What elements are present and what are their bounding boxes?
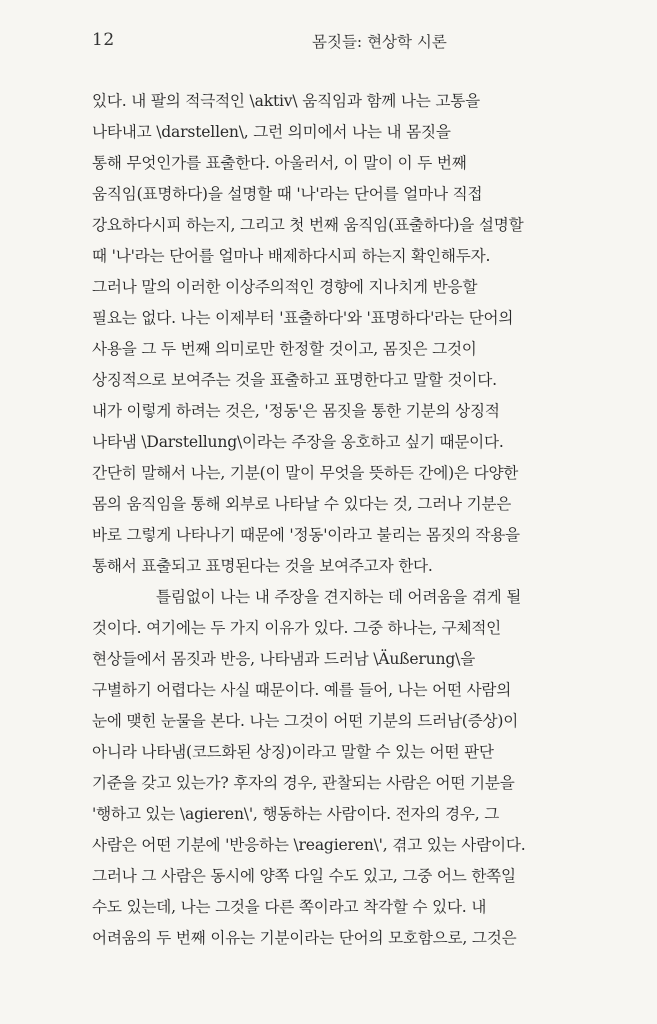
text-line: 필요는 없다. 나는 이제부터 '표출하다'와 '표명하다'라는 단어의 — [92, 309, 514, 327]
text-line: 내가 이렇게 하려는 것은, '정동'은 몸짓을 통한 기분의 상징적 — [92, 402, 500, 420]
text-line: 것이다. 여기에는 두 가지 이유가 있다. 그중 하나는, 구체적인 — [92, 619, 502, 637]
text-line: 움직임(표명하다)을 설명할 때 '나'라는 단어를 얼마나 직접 — [92, 185, 483, 203]
text-line: 그러나 말의 이러한 이상주의적인 경향에 지나치게 반응할 — [92, 278, 478, 296]
text-line: 눈에 맺힌 눈물을 본다. 나는 그것이 어떤 기분의 드러남(증상)이 — [92, 712, 519, 730]
text-line: 구별하기 어렵다는 사실 때문이다. 예를 들어, 나는 어떤 사람의 — [92, 681, 512, 699]
text-line: 때 '나'라는 단어를 얼마나 배제하다시피 하는지 확인해두자. — [92, 247, 491, 265]
text-line-indented: 틀림없이 나는 내 주장을 견지하는 데 어려움을 겪게 될 — [156, 588, 522, 606]
text-line: '행하고 있는 \agieren\', 행동하는 사람이다. 전자의 경우, 그 — [92, 805, 500, 823]
paragraph-1 — [92, 86, 582, 582]
text-line: 현상들에서 몸짓과 반응, 나타냄과 드러남 \Äußerung\을 — [92, 650, 476, 668]
text-line: 상징적으로 보여주는 것을 표출하고 표명한다고 말할 것이다. — [92, 371, 497, 389]
paragraph-2 — [92, 582, 582, 954]
text-line: 있다. 내 팔의 적극적인 \aktiv\ 움직임과 함께 나는 고통을 — [92, 92, 480, 110]
text-line: 몸의 움직임을 통해 외부로 나타날 수 있다는 것, 그러나 기분은 — [92, 495, 512, 513]
page-header — [92, 30, 572, 58]
text-line: 나타냄 \Darstellung\이라는 주장을 옹호하고 싶기 때문이다. — [92, 433, 504, 451]
text-line: 사람은 어떤 기분에 '반응하는 \reagieren\', 겪고 있는 사람이다. — [92, 836, 526, 854]
body-text — [92, 86, 582, 954]
running-title: 몸짓들: 현상학 시론 — [312, 33, 447, 51]
text-line: 간단히 말해서 나는, 기분(이 말이 무엇을 뜻하든 간에)은 다양한 — [92, 464, 519, 482]
text-line: 기준을 갖고 있는가? 후자의 경우, 관찰되는 사람은 어떤 기분을 — [92, 774, 515, 792]
text-line: 바로 그렇게 나타나기 때문에 '정동'이라고 불리는 몸짓의 작용을 — [92, 526, 520, 544]
text-line: 나타내고 \darstellen\, 그런 의미에서 나는 내 몸짓을 — [92, 123, 451, 141]
text-line: 강요하다시피 하는지, 그리고 첫 번째 움직임(표출하다)을 설명할 — [92, 216, 524, 234]
text-line: 수도 있는데, 나는 그것을 다른 쪽이라고 착각할 수 있다. 내 — [92, 898, 487, 916]
page-number: 12 — [92, 30, 115, 50]
text-line: 통해 무엇인가를 표출한다. 아울러서, 이 말이 이 두 번째 — [92, 154, 467, 172]
text-line: 통해서 표출되고 표명된다는 것을 보여주고자 한다. — [92, 557, 433, 575]
text-line: 사용을 그 두 번째 의미로만 한정할 것이고, 몸짓은 그것이 — [92, 340, 477, 358]
text-line: 아니라 나타냄(코드화된 상징)이라고 말할 수 있는 어떤 판단 — [92, 743, 494, 761]
text-line: 어려움의 두 번째 이유는 기분이라는 단어의 모호함으로, 그것은 — [92, 929, 517, 947]
text-line: 그러나 그 사람은 동시에 양쪽 다일 수도 있고, 그중 어느 한쪽일 — [92, 867, 516, 885]
